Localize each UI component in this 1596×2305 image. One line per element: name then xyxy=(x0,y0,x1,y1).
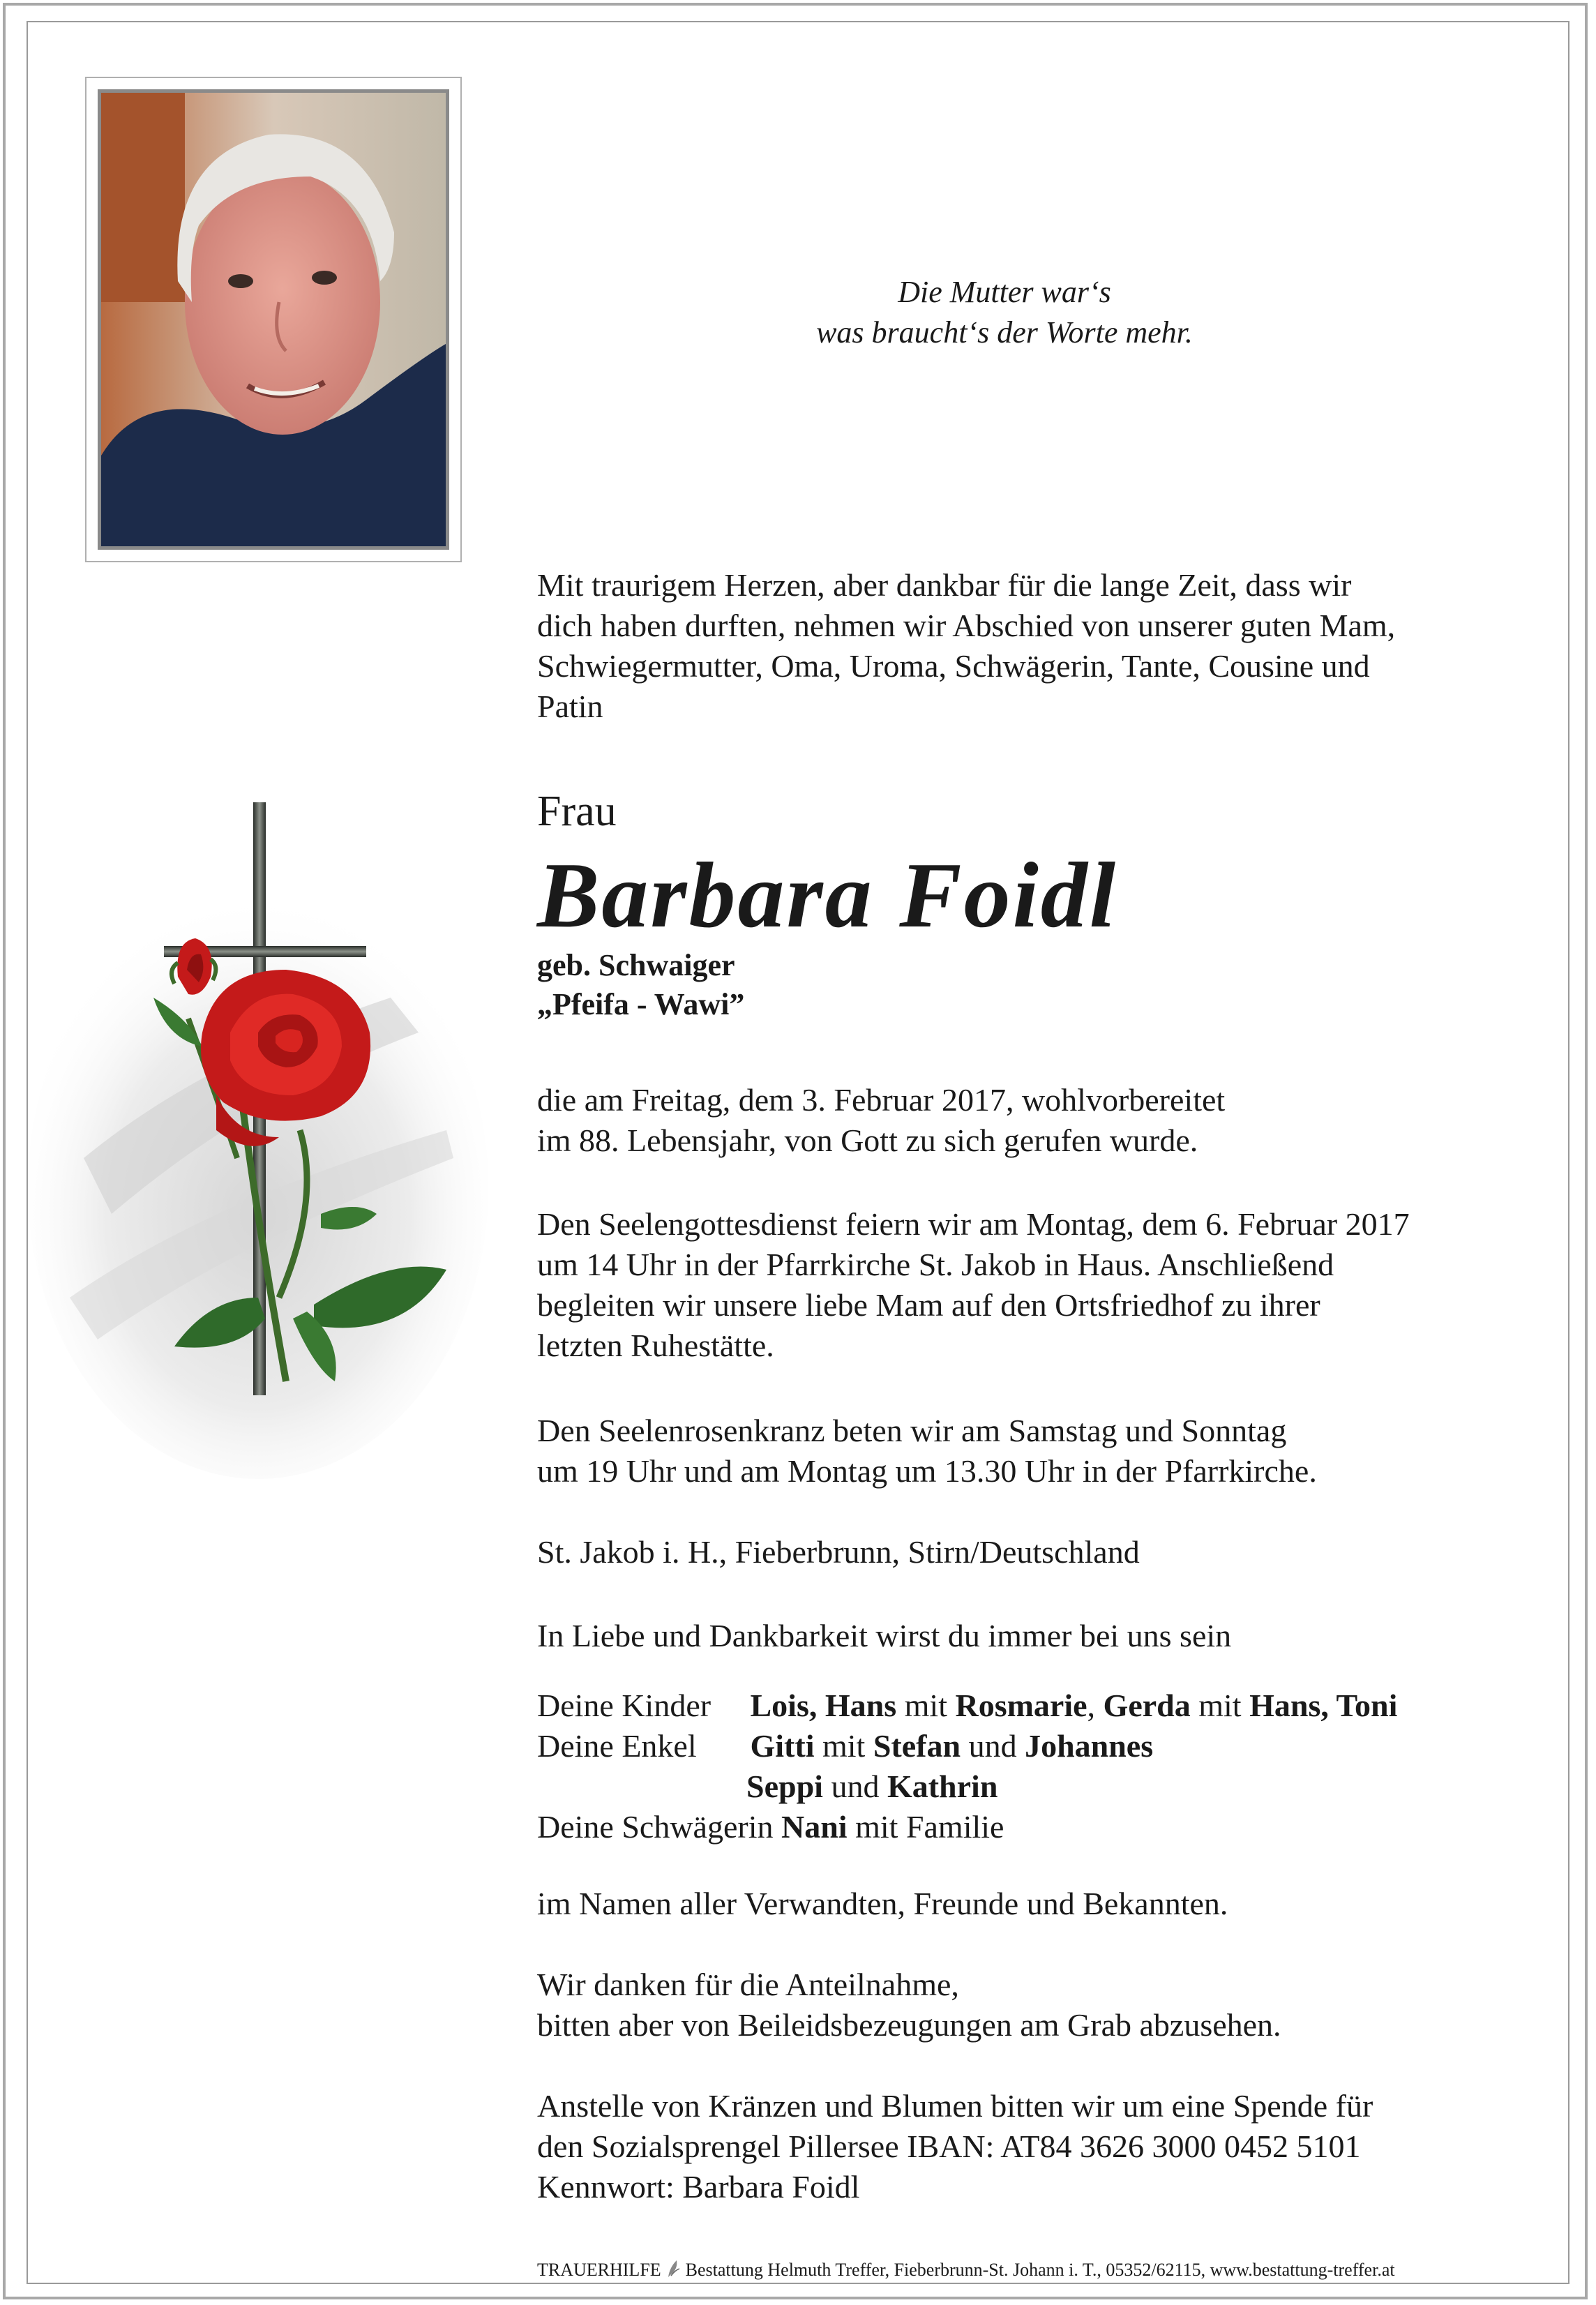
intro-line-4: Patin xyxy=(537,689,603,724)
death-line-1: die am Freitag, dem 3. Februar 2017, wohlvorbereitet xyxy=(537,1082,1226,1118)
mass-line-3: begleiten wir unsere liebe Mam auf den Ortsfriedhof zu ihrer xyxy=(537,1287,1320,1323)
sister-in-law-name: Nani xyxy=(781,1809,848,1845)
motto-line-1: Die Mutter war‘s xyxy=(898,275,1111,309)
name-details xyxy=(537,946,744,1024)
leaf-logo-icon xyxy=(665,2259,681,2278)
places: St. Jakob i. H., Fieberbrunn, Stirn/Deutschland xyxy=(537,1534,1140,1570)
sister-in-law-row xyxy=(537,1807,1397,1847)
grandchild-2: Seppi xyxy=(746,1769,823,1804)
child-spouse-2: Hans, Toni xyxy=(1249,1688,1398,1723)
intro-line-2: dich haben durften, nehmen wir Abschied von unserer guten Mam, xyxy=(537,608,1396,643)
grandchildren-label: Deine Enkel xyxy=(537,1728,697,1764)
portrait-photo xyxy=(98,89,449,550)
intro-line-3: Schwiegermutter, Oma, Uroma, Schwägerin, Tante, Cousine und xyxy=(537,648,1370,684)
footer xyxy=(537,2259,1395,2281)
thanks-line-2: bitten aber von Beileidsbezeugungen am Grab abzusehen. xyxy=(537,2007,1281,2043)
mass-line-4: letzten Ruhestätte. xyxy=(537,1328,774,1363)
footer-text: Bestattung Helmuth Treffer, Fieberbrunn-St. Johann i. T., 05352/62115, www.bestattung-treffer.at xyxy=(685,2260,1395,2280)
mass-paragraph xyxy=(537,1204,1556,1366)
grandchild-3: Kathrin xyxy=(887,1769,998,1804)
intro-line-1: Mit traurigem Herzen, aber dankbar für die lange Zeit, dass wir xyxy=(537,567,1352,603)
rosary-line-1: Den Seelenrosenkranz beten wir am Samstag und Sonntag xyxy=(537,1413,1287,1448)
und-word: und xyxy=(831,1769,880,1804)
death-paragraph xyxy=(537,1080,1225,1161)
grandchild-1: Gitti xyxy=(750,1728,815,1764)
cross-rose-artwork xyxy=(28,767,530,1507)
great-grandchild: Johannes xyxy=(1025,1728,1154,1764)
rosary-paragraph xyxy=(537,1411,1317,1492)
child-spouse-1: Rosmarie xyxy=(955,1688,1087,1723)
mass-line-1: Den Seelengottesdienst feiern wir am Montag, dem 6. Februar 2017 xyxy=(537,1206,1410,1242)
portrait-image xyxy=(101,93,446,546)
death-line-2: im 88. Lebensjahr, von Gott zu sich gerufen wurde. xyxy=(537,1123,1198,1158)
salutation: Frau xyxy=(537,788,617,835)
children-label: Deine Kinder xyxy=(537,1688,712,1723)
love-line: In Liebe und Dankbarkeit wirst du immer bei uns sein xyxy=(537,1618,1232,1653)
with-family: mit Familie xyxy=(855,1809,1004,1845)
mit-word: mit xyxy=(822,1728,866,1764)
sister-in-law-label: Deine Schwägerin xyxy=(537,1809,774,1845)
rosary-line-2: um 19 Uhr und am Montag um 13.30 Uhr in der Pfarrkirche. xyxy=(537,1453,1317,1489)
und-word: und xyxy=(968,1728,1017,1764)
names-line: im Namen aller Verwandten, Freunde und Bekannten. xyxy=(537,1886,1228,1921)
nickname: „Pfeifa - Wawi” xyxy=(537,987,745,1021)
grandchildren-row xyxy=(537,1726,1397,1766)
motto xyxy=(725,272,1283,353)
donation-line-1: Anstelle von Kränzen und Blumen bitten wir um eine Spende für xyxy=(537,2088,1373,2124)
grandchildren-row-2 xyxy=(537,1766,1397,1807)
motto-line-2: was braucht‘s der Worte mehr. xyxy=(816,315,1193,350)
mit-word: mit xyxy=(1198,1688,1242,1723)
donation-line-3: Kennwort: Barbara Foidl xyxy=(537,2169,860,2205)
intro-paragraph xyxy=(537,565,1542,727)
family-block xyxy=(537,1685,1397,1847)
children-row xyxy=(537,1685,1397,1726)
child-names-1: Lois, Hans xyxy=(750,1688,897,1723)
mit-word: mit xyxy=(904,1688,947,1723)
thanks-paragraph xyxy=(537,1965,1281,2045)
footer-brand: TRAUERHILFE xyxy=(537,2260,661,2280)
comma: , xyxy=(1087,1688,1096,1723)
maiden-name: geb. Schwaiger xyxy=(537,948,735,982)
thanks-line-1: Wir danken für die Anteilnahme, xyxy=(537,1967,959,2002)
donation-line-2: den Sozialsprengel Pillersee IBAN: AT84 3626 3000 0452 5101 xyxy=(537,2128,1361,2164)
grandchild-spouse: Stefan xyxy=(873,1728,961,1764)
child-names-2: Gerda xyxy=(1103,1688,1191,1723)
mass-line-2: um 14 Uhr in der Pfarrkirche St. Jakob in Haus. Anschließend xyxy=(537,1247,1334,1282)
deceased-name: Barbara Foidl xyxy=(537,843,1118,947)
donation-paragraph xyxy=(537,2086,1373,2207)
portrait-frame xyxy=(85,77,462,562)
